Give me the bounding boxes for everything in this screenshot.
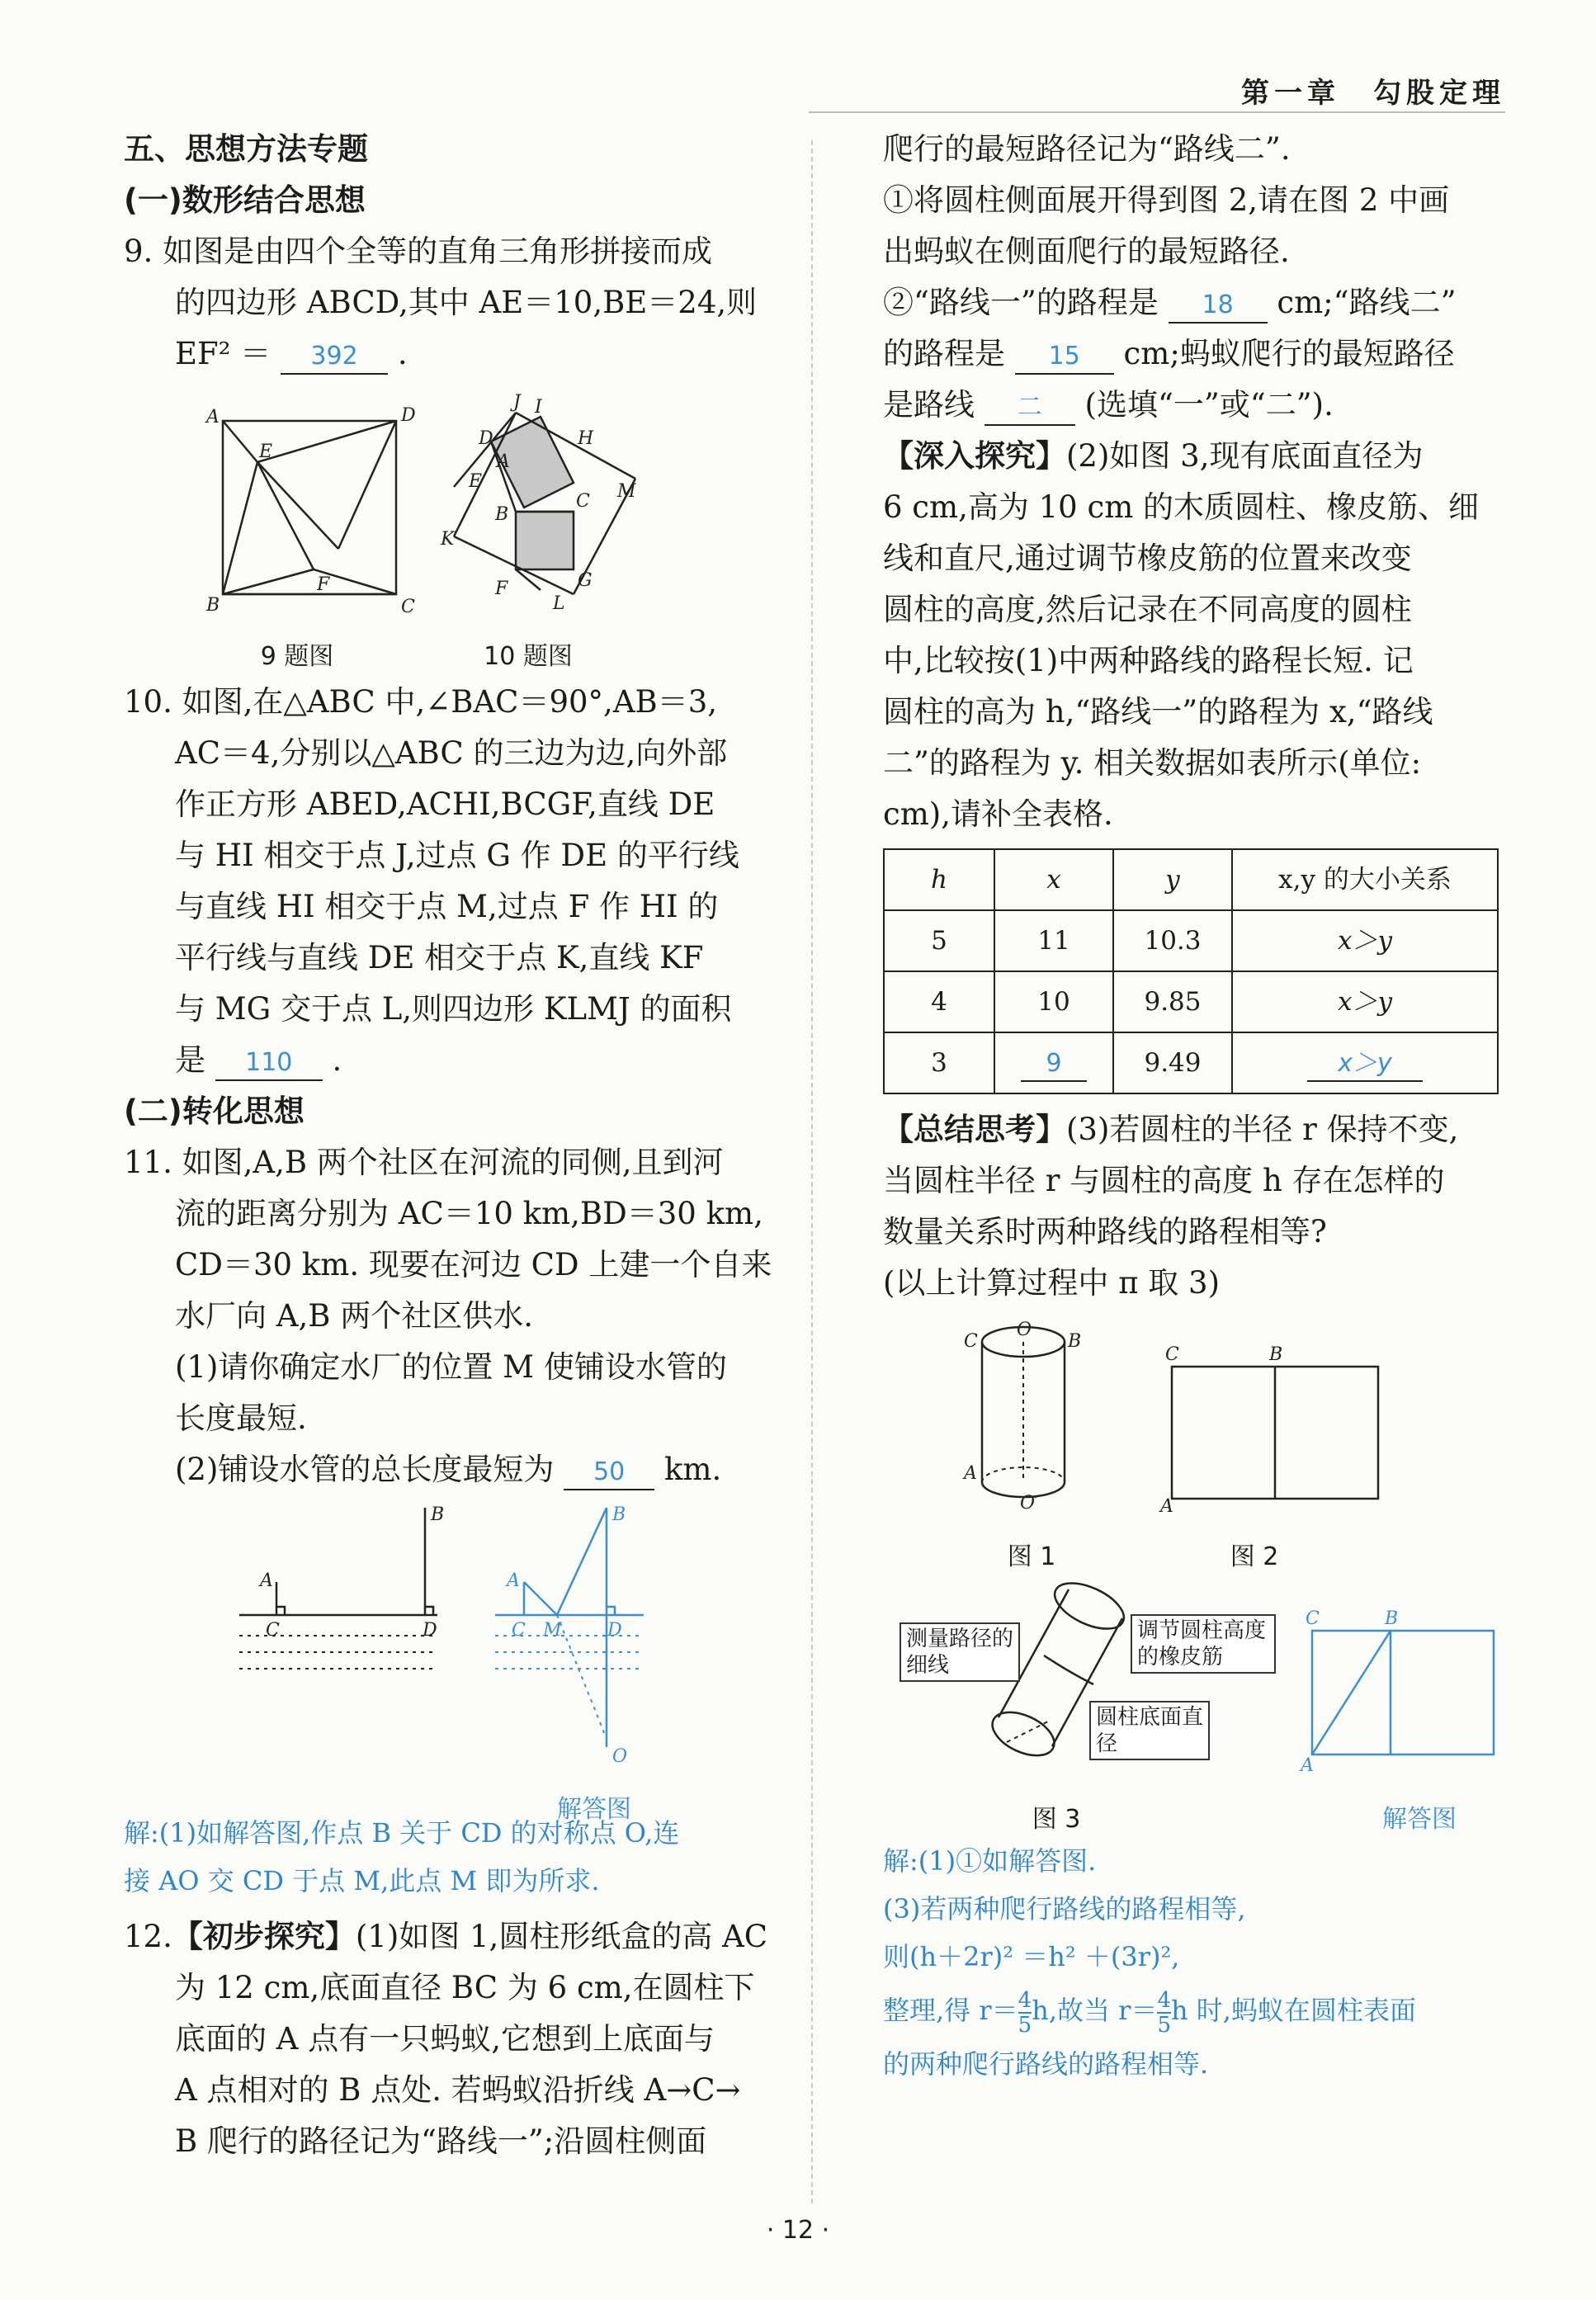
svg-text:C: C [1165,1344,1179,1365]
route2-unit: cm;蚂蚁爬行的最短路径 [1123,336,1455,371]
table-header-cell: x,y 的大小关系 [1232,849,1498,910]
table-header-cell: x [994,849,1113,910]
q12-line-4: A 点相对的 B 点处. 若蚂蚁沿折线 A→C→ [175,2072,741,2108]
caption-figure-11: 解答图 [557,1795,631,1824]
q11-solution-line-2: 接 AO 交 CD 于点 M,此点 M 即为所求. [124,1865,600,1896]
solution-line-5: 的两种爬行路线的路程相等. [883,2048,1209,2080]
solution-line-4 [883,1981,1502,2040]
q9-line-1: 9. 如图是由四个全等的直角三角形拼接而成 [124,234,713,269]
figures-1-2 [883,1309,1502,1581]
r-line-17: 数量关系时两种路线的路程相等? [883,1214,1327,1249]
r-line-1: 爬行的最短路径记为“路线二”. [883,131,1291,167]
shortest-answer: 二 [985,391,1075,426]
svg-text:O: O [612,1746,628,1767]
subsection-title-2: (二)转化思想 [124,1093,305,1129]
q12-line-5: B 爬行的路径记为“路线一”;沿圆柱侧面 [175,2123,707,2159]
svg-text:A: A [497,451,510,472]
q12-tag: 【初步探究】 [172,1919,356,1954]
solution-line-1: 解:(1)①如解答图. [883,1845,1097,1877]
table-cell: x＞y [1232,910,1498,971]
table-header-cell: h [884,849,994,910]
label-thread: 测量路径的细线 [900,1622,1020,1682]
svg-text:C: C [1306,1608,1320,1629]
svg-text:J: J [513,392,521,413]
svg-text:A: A [1160,1496,1173,1517]
table-cell: 10.3 [1113,910,1232,971]
svg-text:E: E [259,442,273,462]
q11-line-1: 11. 如图,A,B 两个社区在河流的同侧,且到河 [124,1145,724,1180]
q10-line-8 [124,1035,784,1086]
r-line-12: 圆柱的高为 h,“路线一”的路程为 x,“路线 [883,694,1433,730]
q10-line-5: 与直线 HI 相交于点 M,过点 F 作 HI 的 [175,889,719,924]
svg-text:O: O [1017,1320,1032,1340]
route1-lead: ②“路线一”的路程是 [883,285,1159,320]
q9-end: . [397,336,408,371]
figure-11-problem [239,1508,437,1615]
svg-text:C: C [266,1620,280,1641]
label-diameter: 圆柱底面直径 [1089,1701,1210,1760]
q10-line-2: AC＝4,分别以△ABC 的三边为边,向外部 [175,735,728,771]
svg-text:I: I [535,397,542,418]
svg-text:D: D [479,428,493,449]
svg-text:A: A [260,1570,273,1591]
solution-4b: h,故当 r＝ [1032,1995,1158,2026]
fraction-2-num: 4 [1157,1987,1172,2013]
answer-figure-rectangle [1312,1631,1494,1755]
svg-text:C: C [401,597,415,617]
q12-number: 12. [124,1919,172,1954]
r-line-15-text: (3)若圆柱的半径 r 保持不变, [1066,1112,1459,1147]
svg-text:B: B [495,504,509,525]
svg-text:D: D [423,1620,437,1641]
figure-1-2-drawing [964,1317,1436,1523]
q11-solution-line-1: 解:(1)如解答图,作点 B 关于 CD 的对称点 O,连 [124,1817,680,1849]
r-line-16: 当圆柱半径 r 与圆柱的高度 h 存在怎样的 [883,1163,1445,1198]
label-rubber-band: 调节圆柱高度的橡皮筋 [1131,1614,1276,1674]
right-column [883,124,1502,2088]
q11-unit: km. [663,1452,722,1487]
table-cell-answer [994,1032,1113,1093]
r-line-7-text: (2)如图 3,现有底面直径为 [1066,438,1424,474]
r-line-13: 二”的路程为 y. 相关数据如表所示(单位: [883,745,1422,781]
table-cell: 3 [884,1032,994,1093]
solution-line-2: (3)若两种爬行路线的路程相等, [883,1893,1246,1925]
svg-text:O′: O′ [1020,1493,1040,1514]
r-line-10: 圆柱的高度,然后记录在不同高度的圆柱 [883,592,1412,627]
left-column [124,124,784,2167]
table-cell: 4 [884,971,994,1032]
fraction-1-num: 4 [1018,1987,1032,2013]
caption-figure-9: 9 题图 [260,642,334,671]
table-cell: 11 [994,910,1113,971]
solution-line-3: 则(h＋2r)² ＝h² ＋(3r)², [883,1941,1180,1972]
route2-answer: 15 [1015,340,1114,375]
q11-line-4: 水厂向 A,B 两个社区供水. [175,1298,533,1334]
table-cell-answer [1232,1032,1498,1093]
q11-answer: 50 [564,1456,654,1490]
solution-4c: h 时,蚂蚁在圆柱表面 [1171,1995,1416,2026]
svg-text:A: A [507,1570,520,1591]
table-cell: 10 [994,971,1113,1032]
figure-9-10 [206,392,668,619]
svg-text:G: G [578,570,593,591]
table-header-row [884,849,1498,910]
r-line-14: cm),请补全表格. [883,796,1113,832]
fraction-1-den: 5 [1018,2012,1032,2038]
table-cell: 9.49 [1113,1032,1232,1093]
subsection-title-1: (一)数形结合思想 [124,182,366,218]
q12-line-1 [124,1911,784,1962]
svg-text:B: B [206,595,220,616]
q10-end: . [332,1042,342,1078]
q10-line-6: 平行线与直线 DE 相交于点 K,直线 KF [175,940,704,975]
q11-lead: (2)铺设水管的总长度最短为 [175,1452,555,1487]
q9-line-2: 的四边形 ABCD,其中 AE＝10,BE＝24,则 [175,285,758,320]
q12-text: (1)如图 1,圆柱形纸盒的高 AC [355,1919,768,1954]
table-answer-relation: x＞y [1307,1047,1423,1082]
table-cell: 9.85 [1113,971,1232,1032]
q10-answer: 110 [215,1046,323,1081]
svg-text:F: F [317,574,330,595]
r-line-3: 出蚂蚁在侧面爬行的最短路径. [883,234,1290,269]
tag-summary: 【总结思考】 [883,1112,1066,1147]
caption-figure-3: 图 3 [1032,1805,1081,1834]
fraction-2 [1157,1989,1171,2037]
data-table [883,848,1499,1094]
svg-text:A: A [964,1463,977,1484]
route1-answer: 18 [1169,289,1268,324]
svg-text:B: B [431,1504,445,1525]
figure-11 [239,1499,701,1772]
svg-text:A: A [206,407,220,427]
figure-9-diagram [223,421,396,594]
q10-lead: 是 [175,1042,205,1078]
svg-text:E: E [469,471,483,492]
q9-line-3 [124,328,784,380]
section-title: 五、思想方法专题 [124,131,368,167]
column-divider [811,140,813,2203]
svg-text:D: D [401,405,416,426]
r-line-2: ①将圆柱侧面展开得到图 2,请在图 2 中画 [883,182,1450,218]
q10-line-7: 与 MG 交于点 L,则四边形 KLMJ 的面积 [175,991,732,1027]
shortest-end: (选填“一”或“二”). [1084,387,1334,423]
svg-text:A: A [1301,1755,1314,1776]
q11-line-7 [124,1444,784,1495]
svg-text:H: H [578,428,594,449]
svg-text:D: D [607,1620,622,1641]
svg-text:B: B [1068,1331,1082,1352]
q10-line-4: 与 HI 相交于点 J,过点 G 作 DE 的平行线 [175,838,739,873]
r-line-15 [883,1104,1502,1155]
svg-text:C: C [512,1620,526,1641]
table-row [884,1032,1498,1093]
q11-line-5: (1)请你确定水厂的位置 M 使铺设水管的 [175,1349,727,1385]
figure-2-rectangle [1172,1367,1378,1499]
shortest-lead: 是路线 [883,387,975,423]
table-cell: 5 [884,910,994,971]
route2-lead: 的路程是 [883,336,1005,371]
caption-figure-1: 图 1 [1007,1542,1056,1571]
r-line-7 [883,431,1502,482]
svg-text:B: B [1269,1344,1283,1365]
table-row [884,971,1498,1032]
r-line-6 [883,380,1502,431]
svg-text:L: L [553,593,565,614]
r-line-18: (以上计算过程中 π 取 3) [883,1265,1221,1301]
q12-line-3: 底面的 A 点有一只蚂蚁,它想到上底面与 [175,2021,715,2057]
table-answer-x: 9 [1021,1047,1087,1082]
caption-answer-figure: 解答图 [1382,1805,1457,1834]
caption-figure-2: 图 2 [1230,1542,1279,1571]
svg-text:C: C [576,491,590,512]
svg-text:M: M [543,1620,562,1641]
r-line-8: 6 cm,高为 10 cm 的木质圆柱、橡皮筋、细 [883,489,1480,525]
q9-answer: 392 [281,340,388,375]
tag-deep-explore: 【深入探究】 [883,438,1066,474]
table-cell: x＞y [1232,971,1498,1032]
svg-text:B: B [1385,1608,1399,1629]
svg-text:B: B [612,1504,626,1525]
q9-q10-figures [124,380,784,677]
route1-unit: cm;“路线二” [1277,285,1457,320]
figures-3-answer [883,1581,1502,1837]
svg-text:C: C [964,1331,978,1352]
page-number: · 12 · [766,2216,830,2245]
fraction-1 [1018,1989,1032,2037]
r-line-9: 线和直尺,通过调节橡皮筋的位置来改变 [883,541,1412,576]
r-line-4 [883,277,1502,328]
table-header-cell: y [1113,849,1232,910]
q11-figures [124,1495,784,1824]
q10-line-3: 作正方形 ABED,ACHI,BCGF,直线 DE [175,786,715,822]
svg-text:F: F [495,579,508,599]
header-rule [809,111,1505,113]
q11-line-6: 长度最短. [175,1400,307,1436]
q12-line-2: 为 12 cm,底面直径 BC 为 6 cm,在圆柱下 [175,1970,755,2005]
svg-text:M: M [617,481,636,502]
table-row [884,910,1498,971]
caption-figure-10: 10 题图 [484,642,573,671]
q11-line-2: 流的距离分别为 AC＝10 km,BD＝30 km, [175,1196,763,1231]
fraction-2-den: 5 [1157,2012,1172,2038]
q9-expr: EF² ＝ [175,336,272,371]
q11-line-3: CD＝30 km. 现要在河边 CD 上建一个自来 [175,1247,772,1282]
solution-4a: 整理,得 r＝ [883,1995,1018,2026]
q10-line-1: 10. 如图,在△ABC 中,∠BAC＝90°,AB＝3, [124,684,718,720]
r-line-5 [883,328,1502,380]
svg-text:K: K [441,529,455,550]
chapter-header: 第一章 勾股定理 [1241,77,1505,110]
r-line-11: 中,比较按(1)中两种路线的路程长短. 记 [883,643,1414,678]
